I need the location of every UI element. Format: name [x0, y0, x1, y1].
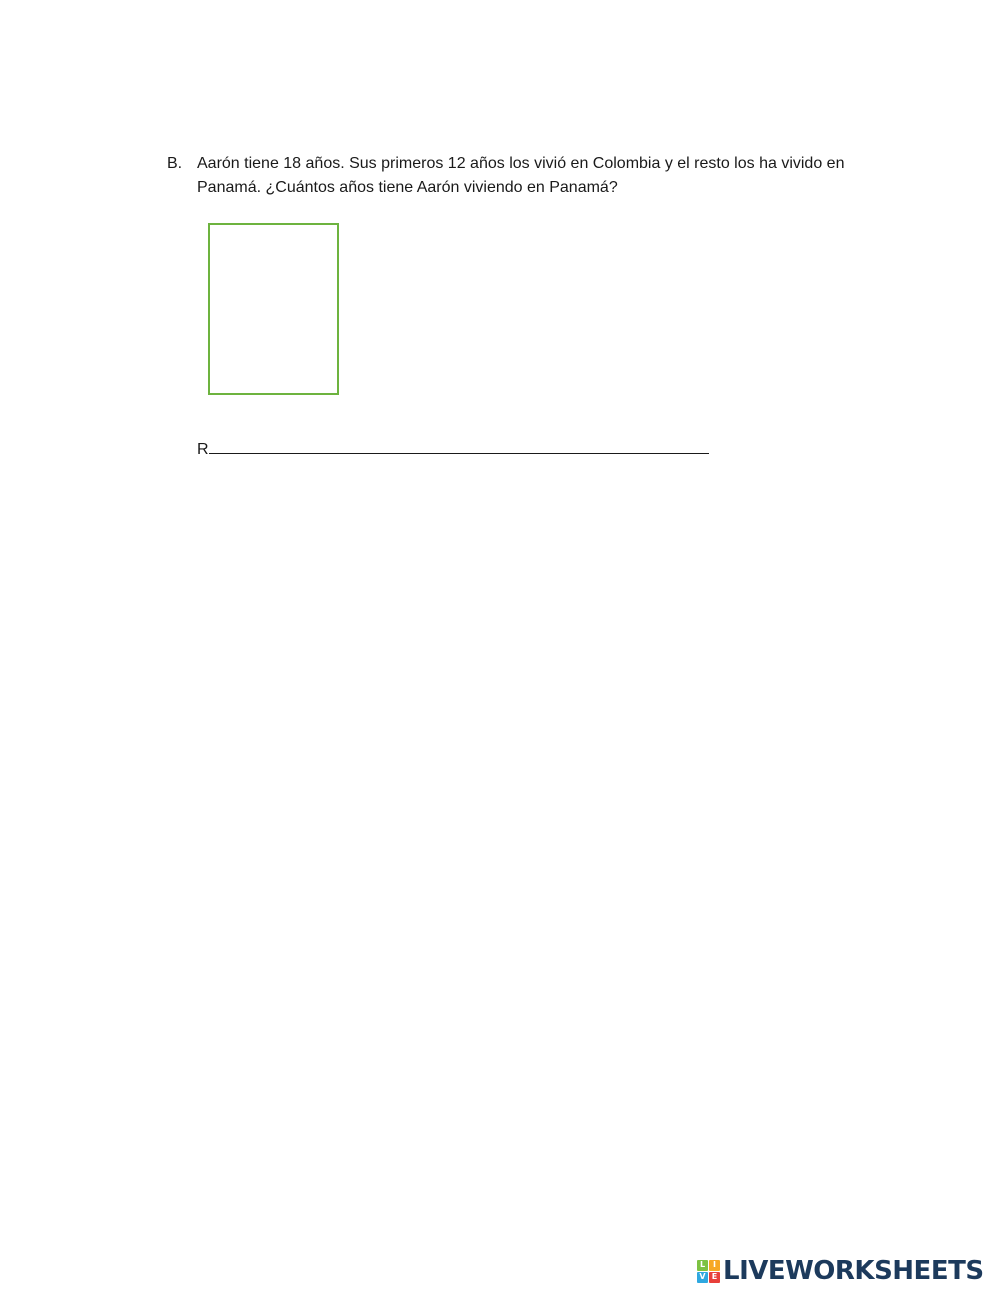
question-letter: B.	[167, 155, 183, 172]
question-text-line-2: Panamá. ¿Cuántos años tiene Aarón viviendo en Panamá?	[197, 179, 618, 196]
logo-tile-l: L	[697, 1260, 708, 1271]
logo-tile-i: I	[709, 1260, 720, 1271]
liveworksheets-logo	[697, 1256, 984, 1286]
question-text	[197, 152, 867, 200]
logo-tile-e: E	[709, 1272, 720, 1283]
question-text-line-1: Aarón tiene 18 años. Sus primeros 12 años los vivió en Colombia y el resto los ha vivido en	[197, 155, 845, 172]
answer-box[interactable]	[208, 223, 339, 395]
answer-underline-field[interactable]	[209, 436, 709, 454]
logo-mark-icon	[697, 1260, 720, 1283]
logo-text: LIVEWORKSHEETS	[723, 1256, 984, 1286]
logo-tile-v: V	[697, 1272, 708, 1283]
answer-line	[197, 436, 709, 461]
answer-prefix: R	[197, 441, 209, 458]
